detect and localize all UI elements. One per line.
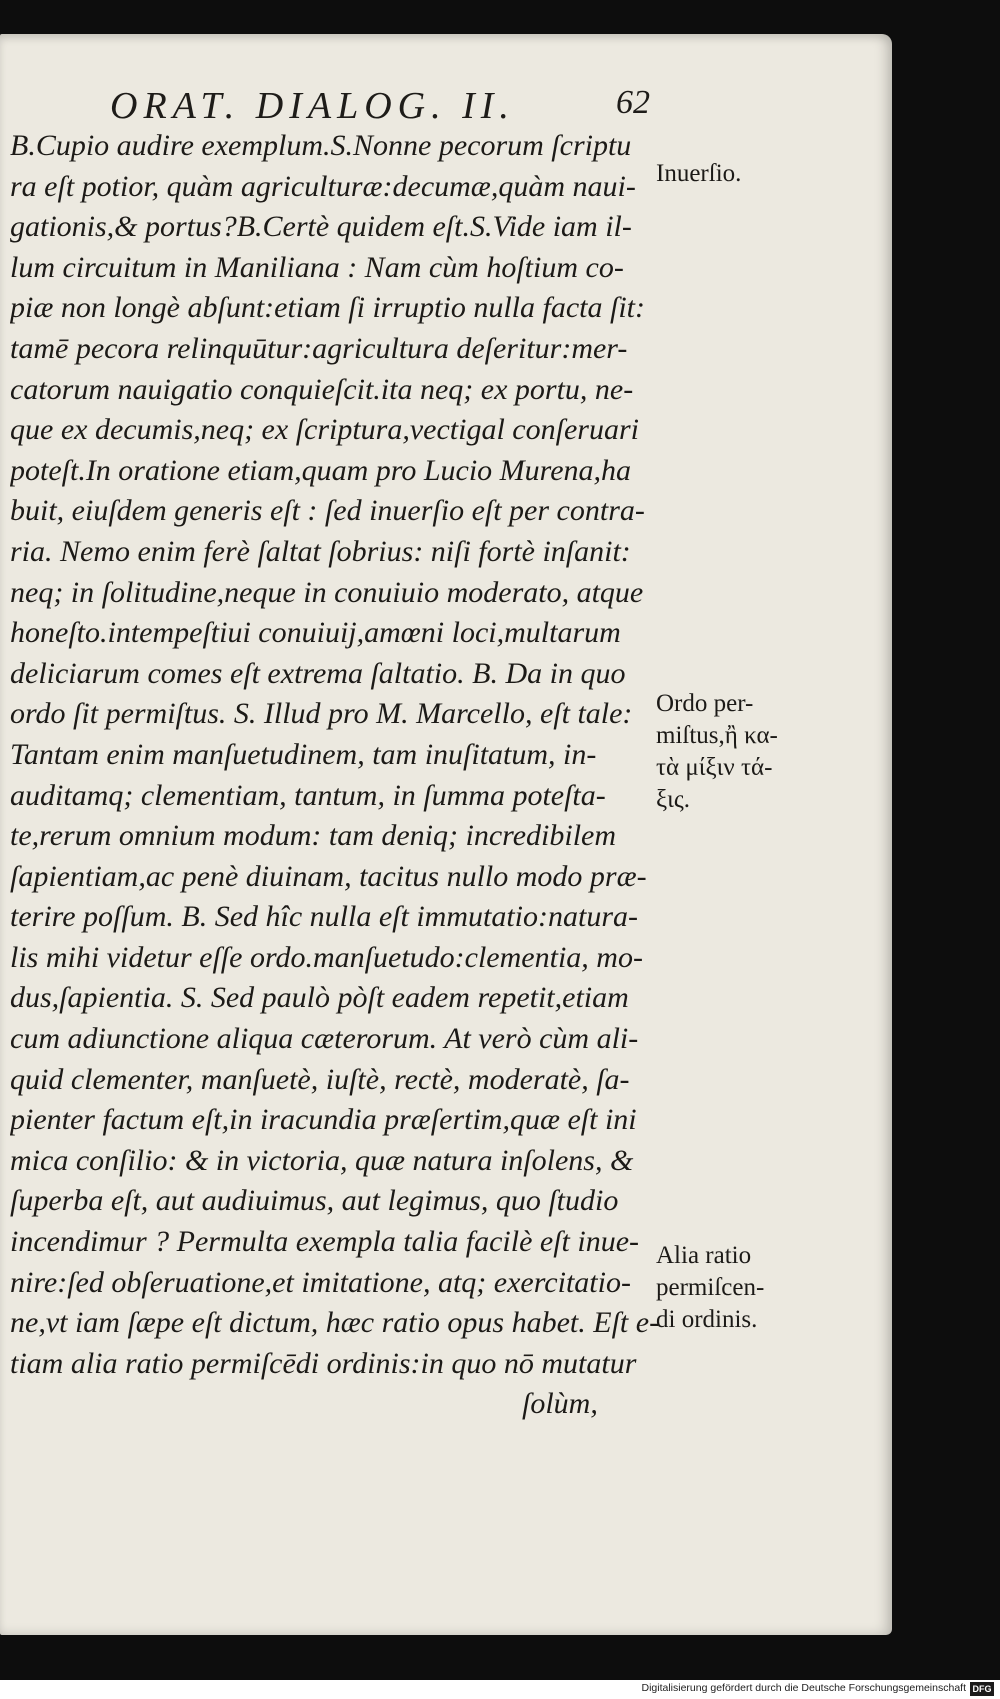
text-line: ordo ſit permiſtus. S. Illud pro M. Marcello, eſt tale: — [10, 697, 633, 731]
page-header — [110, 84, 650, 128]
text-line: pienter factum eſt,in iracundia præſertim,quæ eſt ini — [10, 1103, 637, 1137]
text-line: tamē pecora relinquūtur:agricultura deſeritur:mer- — [10, 331, 628, 365]
text-line: piæ non longè abſunt:etiam ſi irruptio nulla facta ſit: — [10, 291, 645, 325]
running-title: ORAT. DIALOG. II. — [110, 85, 515, 127]
margin-note-line: Alia ratio — [656, 1242, 752, 1269]
text-line: auditamq; clementiam, tantum, in ſumma poteſta- — [10, 778, 606, 812]
margin-note-line: permiſcen- — [656, 1274, 765, 1301]
text-line: mica conſilio: & in victoria, quæ natura inſolens, & — [10, 1143, 634, 1177]
book-page — [0, 34, 892, 1635]
margin-note-alia-ratio — [656, 1240, 806, 1336]
text-line: tiam alia ratio permiſcēdi ordinis:in quo nō mutatur — [10, 1346, 637, 1380]
margin-note-line: Ordo per- — [656, 690, 754, 717]
text-line: ſapientiam,ac penè diuinam, tacitus nullo modo præ- — [10, 859, 647, 893]
text-line: ſuperba eſt, aut audiuimus, aut legimus, quo ſtudio — [10, 1184, 619, 1218]
margin-note-line: di ordinis. — [656, 1306, 758, 1333]
text-line: que ex decumis,neq; ex ſcriptura,vectigal conſeruari — [10, 413, 639, 447]
text-line: buit, eiuſdem generis eſt : ſed inuerſio eſt per contra- — [10, 494, 645, 528]
text-line: gationis,& portus?B.Certè quidem eſt.S.Vide iam il- — [10, 210, 632, 244]
catchword: ſolùm, — [522, 1387, 598, 1421]
text-line: lum circuitum in Maniliana : Nam cùm hoſtium co- — [10, 250, 624, 284]
margin-note-inuersio — [656, 158, 806, 190]
digitization-footer — [0, 1680, 1000, 1699]
text-line: ne,vt iam ſæpe eſt dictum, hæc ratio opus habet. Eſt e- — [10, 1306, 660, 1340]
text-line: neq; in ſolitudine,neque in conuiuio moderato, atque — [10, 575, 644, 609]
margin-note-line: τὰ μίξιν τά- — [656, 754, 773, 781]
margin-note-line: Inuerſio. — [656, 160, 742, 187]
text-line: catorum nauigatio conquieſcit.ita neq; ex portu, ne- — [10, 372, 634, 406]
margin-note-line: ξις. — [656, 786, 691, 813]
dfg-logo-icon: DFG — [970, 1682, 994, 1696]
text-line: quid clementer, manſuetè, iuſtè, rectè, moderatè, ſa- — [10, 1062, 630, 1096]
funding-credit: Digitalisierung gefördert durch die Deutsche Forschungsgemeinschaft — [641, 1682, 966, 1694]
text-line: deliciarum comes eſt extrema ſaltatio. B. Da in quo — [10, 656, 626, 690]
main-text-block — [10, 126, 660, 1421]
margin-note-ordo-permistus — [656, 688, 806, 816]
text-line: nire:ſed obſeruatione,et imitatione, atq; exercitatio- — [10, 1265, 631, 1299]
text-line: cum adiunctione aliqua cæterorum. At verò cùm ali- — [10, 1022, 639, 1056]
text-line: honeſto.intempeſtiui conuiuij,amœni loci,multarum — [10, 616, 621, 650]
text-line: ria. Nemo enim ferè ſaltat ſobrius: niſi fortè inſanit: — [10, 534, 631, 568]
folio-number: 62 — [616, 84, 650, 121]
text-line: terire poſſum. B. Sed hîc nulla eſt immutatio:natura- — [10, 900, 638, 934]
text-line: lis mihi videtur eſſe ordo.manſuetudo:clementia, mo- — [10, 940, 643, 974]
margin-notes — [656, 126, 806, 1333]
text-line: B.Cupio audire exemplum.S.Nonne pecorum ſcriptu — [10, 129, 632, 162]
text-line: te,rerum omnium modum: tam deniq; incredibilem — [10, 819, 617, 853]
text-line: Tantam enim manſuetudinem, tam inuſitatum, in- — [10, 737, 597, 771]
text-line: incendimur ? Permulta exempla talia facilè eſt inue- — [10, 1225, 640, 1259]
margin-note-line: miſtus,ἢ κα- — [656, 722, 778, 749]
text-line: poteſt.In oratione etiam,quam pro Lucio Murena,ha — [10, 453, 632, 487]
text-line: ra eſt potior, quàm agriculturæ:decumæ,quàm naui- — [10, 169, 636, 203]
text-line: dus,ſapientia. S. Sed paulò pòſt eadem repetit,etiam — [10, 981, 629, 1015]
